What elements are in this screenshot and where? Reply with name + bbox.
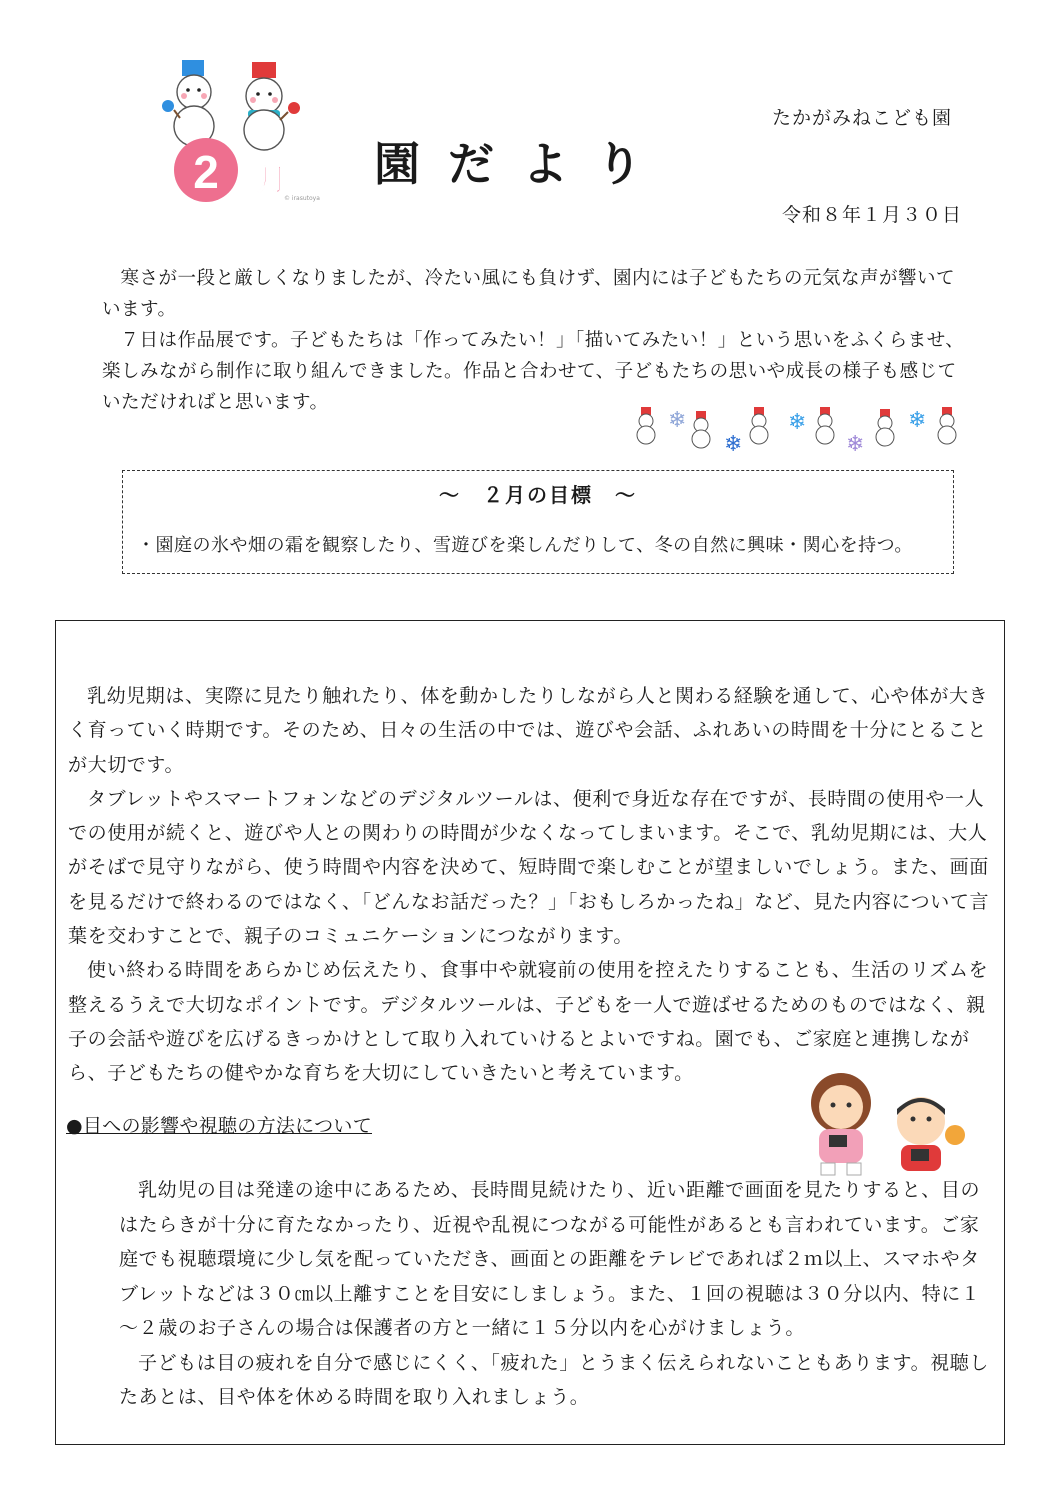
- svg-text:❄: ❄: [724, 432, 743, 457]
- children-with-tablet-illustration-icon: [801, 1069, 981, 1181]
- subsection-paragraph: 子どもは目の疲れを自分で感じにくく、「疲れた」とうまく伝えられないこともあります。視聴したあとは、目や体を休める時間を取り入れましょう。: [119, 1351, 990, 1408]
- article-paragraph: タブレットやスマートフォンなどのデジタルツールは、便利で身近な存在ですが、長時間の使用や一人での使用が続くと、遊びや人との関わりの時間が少なくなってしまいます。そこで、乳幼児期には、大人がそばで見守りながら、使う時間や内容を決めて、短時間で楽しむことが望ましいでしょう。また、画面を見るだけで終わるのではなく、「どんなお話だった？」「おもしろかったね」など、見た内容について言葉を交わすことで、親子のコミュニケーションにつながります。: [68, 787, 990, 948]
- svg-text:❄: ❄: [908, 408, 927, 433]
- month-logo-snowmen: [160, 58, 325, 203]
- article-body: [68, 679, 998, 1091]
- right-bucket-icon: [252, 62, 276, 78]
- goal-text: ・園庭の氷や畑の霜を観察したり、雪遊びを楽しんだりして、冬の自然に興味・関心を持つ。: [137, 535, 913, 556]
- intro-text: [102, 263, 972, 418]
- intro-paragraph: ７日は作品展です。子どもたちは「作ってみたい！」「描いてみたい！」という思いをふくらませ、楽しみながら制作に取り組んできました。作品と合わせて、子どもたちの思いや成長の様子も感じていただければと思います。: [102, 330, 965, 413]
- goal-title: ～ ２月の目標 ～: [439, 483, 637, 507]
- issue-date: 令和８年１月３０日: [782, 204, 963, 226]
- snowflake-garland-icon: [636, 405, 966, 457]
- subsection-paragraph: 乳幼児の目は発達の途中にあるため、長時間見続けたり、近い距離で画面を見たりすると、目のはたらきが十分に育たなかったり、近視や乱視につながる可能性があるとも言われています。ご家庭でも視聴環境に少し気を配っていただき、画面との距離をテレビであれば２ｍ以上、スマホやタブレットなどは３０㎝以上離すことを目安にしましょう。また、１回の視聴は３０分以内、特に１～２歳のお子さんの場合は保護者の方と一緒に１５分以内を心がけましょう。: [119, 1179, 981, 1339]
- school-name: たかがみねこども園: [772, 107, 953, 129]
- mini-snowman-icon: [637, 407, 655, 444]
- svg-text:❄: ❄: [668, 408, 687, 433]
- svg-text:❄: ❄: [846, 432, 865, 457]
- page-title: 園だより: [374, 137, 670, 191]
- article-paragraph: 乳幼児期は、実際に見たり触れたり、体を動かしたりしながら人と関わる経験を通して、心や体が大きく育っていく時期です。そのため、日々の生活の中では、遊びや会話、ふれあいの時間を十分にとることが大切です。: [68, 685, 989, 776]
- article-paragraph: 使い終わる時間をあらかじめ伝えたり、食事中や就寝前の使用を控えたりすることも、生活のリズムを整えるうえで大切なポイントです。デジタルツールは、子どもを一人で遊ばせるためのものではなく、親子の会話や遊びを広げるきっかけとして取り入れていけるとよいですね。園でも、ご家庭と連携しながら、子どもたちの健やかな育ちを大切にしていきたいと考えています。: [68, 959, 989, 1085]
- monthly-goal-box: [122, 470, 954, 574]
- subsection-body: [119, 1173, 999, 1415]
- svg-text:© irasutoya: © irasutoya: [284, 195, 320, 202]
- article-box: [55, 620, 1005, 1445]
- intro-paragraph: 寒さが一段と厳しくなりましたが、冷たい風にも負けず、園内には子どもたちの元気な声が響いています。: [102, 268, 956, 320]
- svg-text:❄: ❄: [788, 410, 807, 435]
- left-bucket-icon: [182, 60, 204, 76]
- svg-text:2: 2: [193, 146, 219, 198]
- svg-text:月: 月: [257, 163, 287, 198]
- subsection-heading: ●目への影響や視聴の方法について: [66, 1115, 372, 1137]
